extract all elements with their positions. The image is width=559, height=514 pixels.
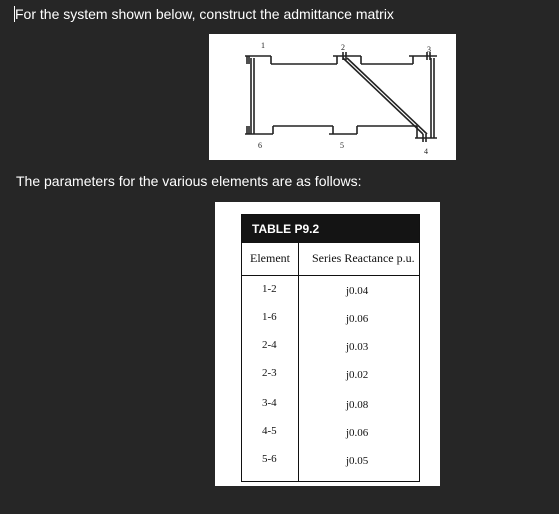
row-3-reactance: j0.03 [346,341,369,353]
row-2-element: 1-6 [262,311,277,323]
row-6-element: 4-5 [262,425,277,437]
line-2-4 [343,58,423,134]
row-3-element: 2-4 [262,339,277,351]
row-1-element: 1-2 [262,283,277,295]
row-6-reactance: j0.06 [346,427,369,439]
row-7-element: 5-6 [262,453,277,465]
row-1-reactance: j0.04 [346,285,369,297]
header-element: Element [250,251,290,265]
one-line-diagram [209,34,456,160]
table-p9-2 [241,214,420,482]
bus-label-4: 4 [424,147,428,156]
row-2-reactance: j0.06 [346,313,369,325]
table-image [215,202,440,486]
one-line-diagram-svg [209,34,456,160]
bus-label-3: 3 [427,45,431,54]
bus-label-1: 1 [261,41,265,50]
bus-label-2: 2 [341,43,345,52]
row-4-element: 2-3 [262,367,277,379]
row-5-element: 3-4 [262,397,277,409]
row-7-reactance: j0.05 [346,455,369,467]
row-4-reactance: j0.02 [346,369,369,381]
bus-label-5: 5 [340,141,344,150]
bus-label-6: 6 [258,141,262,150]
header-series-reactance: Series Reactance p.u. [312,251,415,265]
table-title: TABLE P9.2 [242,215,419,243]
column-divider [298,243,299,481]
question-prompt: For the system shown below, construct the admittance matrix [15,6,394,22]
row-5-reactance: j0.08 [346,399,369,411]
line-2-4-inner [347,58,427,134]
header-divider [242,275,419,276]
parameters-intro: The parameters for the various elements are as follows: [16,173,362,189]
